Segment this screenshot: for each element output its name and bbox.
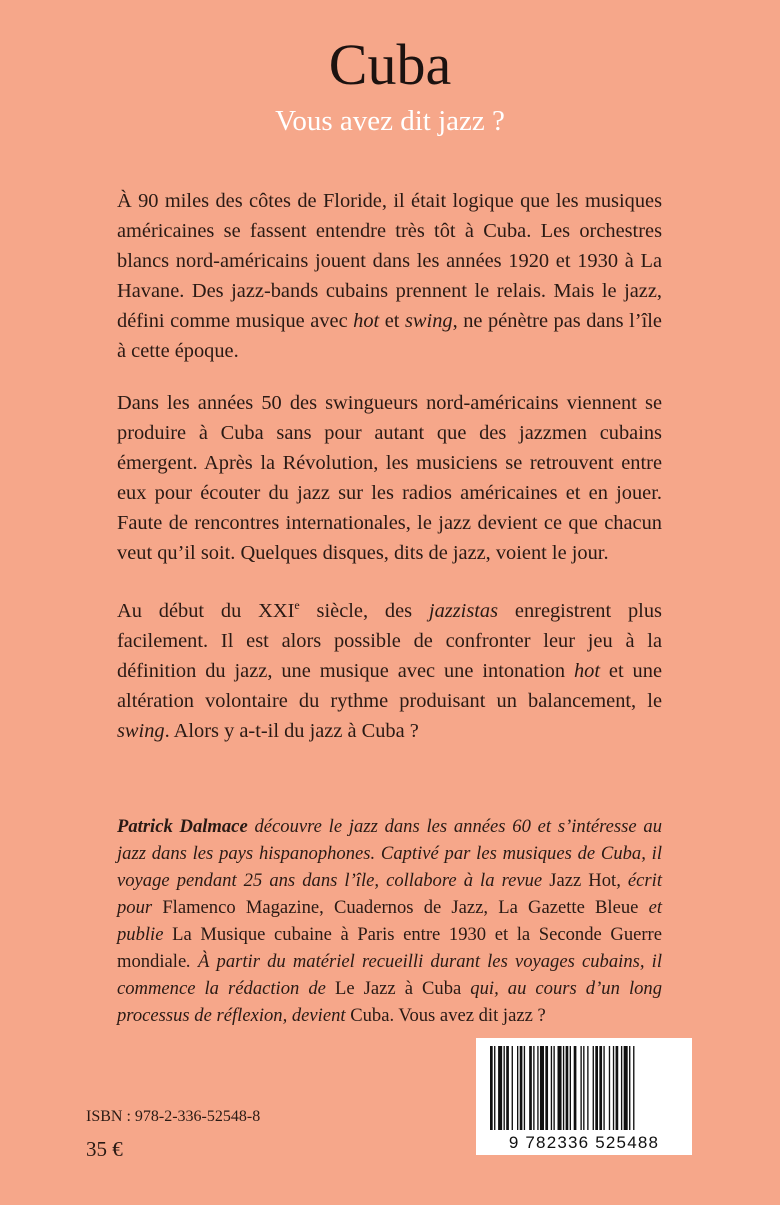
blurb-text: , ne pénètre pas dans l’île à cette époque. [117,310,662,362]
barcode-bar [558,1046,562,1130]
barcode-digits: 9 782336 525488 [508,1133,660,1152]
book-reference: Le Jazz à Cuba [334,978,462,999]
barcode-bar [580,1046,581,1130]
blurb-text: siècle, des [299,599,429,622]
barcode-bar [506,1046,509,1130]
barcode [476,1038,692,1155]
barcode-bar [553,1046,554,1130]
book-subtitle: Vous avez dit jazz ? [275,105,505,137]
emphasis-hot: hot [353,310,380,332]
barcode-bar [621,1046,622,1130]
barcode-bar [512,1046,513,1130]
barcode-bar [520,1046,523,1130]
emphasis-swing: swing [117,719,165,742]
emphasis-jazzistas: jazzistas [428,599,499,622]
barcode-bar [633,1046,634,1130]
barcode-bar [609,1046,610,1130]
bio-text: qui, au cours d’un long processus de réflexion, devient [117,978,662,1026]
author-name: Patrick Dalmace [117,816,248,837]
barcode-bar [545,1046,548,1130]
book-reference: La Musique cubaine à Paris entre 1930 et la Seconde Guerre mondiale [117,924,662,972]
barcode-bar [498,1046,502,1130]
author-bio [117,813,662,1029]
barcode-graphic [476,1038,692,1155]
blurb-paragraph-2: Dans les années 50 des swingueurs nord-américains viennent se produire à Cuba sans pour autant que des jazzmen cubains émergent. Après la Révolution, les musiciens se retrouvent entre eux pour écouter du jazz sur les radios américaines et en jouer. Faute de rencontres internationales, le jazz devient ce que chacun veut qu’il soit. Quelques disques, dits de jazz, voient le jour. [117,392,662,564]
blurb-text: enregistrent plus facilement. Il est alors possible de confronter leur jeu à la définition du jazz, une musique avec une intonation [117,599,662,682]
barcode-bar [587,1046,588,1130]
blurb-paragraph-3 [117,590,662,746]
barcode-bar [603,1046,604,1130]
bio-text: découvre le jazz dans les années 60 et s’intéresse au jazz dans les pays hispanophones. Captivé par les musiques de Cuba, il voyage pendant 25 ans dans l’île, collabore à la revue [117,816,663,891]
barcode-bar [583,1046,584,1130]
barcode-bar [629,1046,630,1130]
barcode-bar [540,1046,544,1130]
publication-title: Flamenco Magazine, Cuadernos de Jazz, La Gazette Bleue [162,897,639,918]
blurb-text: et [379,310,405,332]
barcode-bar [494,1046,495,1130]
barcode-bar [616,1046,619,1130]
barcode-bars [490,1046,634,1130]
barcode-bar [533,1046,534,1130]
bio-text: , écrit pour [117,870,662,918]
blurb-text: et une altération volontaire du rythme produisant un balancement, le [117,659,662,712]
emphasis-swing: swing [405,310,453,332]
barcode-bar [593,1046,594,1130]
superscript: e [294,598,300,612]
book-title: Cuba [328,32,452,97]
barcode-bar [570,1046,571,1130]
barcode-bar [529,1046,532,1130]
barcode-bar [574,1046,577,1130]
barcode-bar [563,1046,564,1130]
blurb-text: Au début du XXI [117,599,295,622]
book-reference: Cuba. Vous avez dit jazz ? [350,1005,546,1026]
barcode-bar [551,1046,552,1130]
barcode-bar [490,1046,493,1130]
emphasis-hot: hot [573,659,600,682]
barcode-bar [517,1046,518,1130]
bio-text: et publie [117,897,662,945]
bio-text: . À partir du matériel recueilli durant les voyages cubains, il commence la rédaction de [117,951,662,999]
blurb-text: À 90 miles des côtes de Floride, il était logique que les musiques américaines se fassent entendre très tôt à Cuba. Les orchestres blancs nord-américains jouent dans les années 1920 et 1930 à La Havane. Des jazz-bands cubains prennent le relais. Mais le jazz, défini comme musique avec [117,190,662,332]
barcode-bar [524,1046,525,1130]
price: 35 € [86,1137,123,1161]
barcode-bar [613,1046,614,1130]
barcode-bar [599,1046,602,1130]
barcode-bar [566,1046,569,1130]
isbn-number: ISBN : 978-2-336-52548-8 [86,1108,261,1125]
blurb-text: . Alors y a-t-il du jazz à Cuba ? [164,719,419,742]
author-bio-paragraph [117,813,662,1029]
barcode-bar [624,1046,628,1130]
publication-title: Jazz Hot [549,870,617,891]
barcode-bar [595,1046,598,1130]
barcode-bar [504,1046,505,1130]
back-cover-blurb [117,186,662,768]
blurb-paragraph-1 [117,186,662,366]
barcode-bar [537,1046,538,1130]
